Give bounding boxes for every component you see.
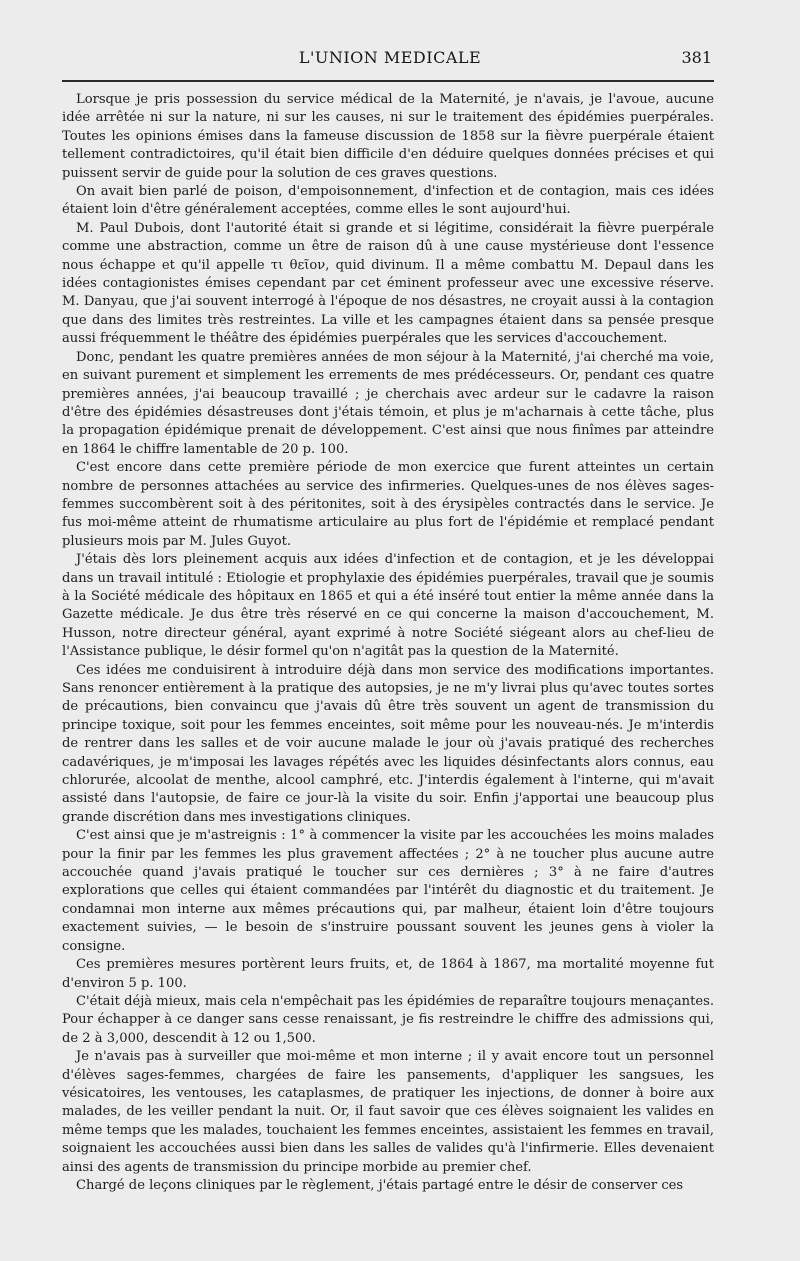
running-head xyxy=(60,48,720,74)
paragraph: M. Paul Dubois, dont l'autorité était si grande et si légitime, considérait la fièvre puerpérale comme une abstraction, comme un être de raison dû à une cause mystérieuse dont l'essence nous échappe et qu'il appelle τι θεῖον, quid divinum. Il a même combattu M. Depaul dans les idées contagionistes émises cependant par cet éminent professeur avec une excessive réserve. M. Danyau, que j'ai souvent interrogé à l'époque de nos désastres, ne croyait aussi à la contagion que dans des limites très restreintes. La ville et les campagnes étaient dans sa pensée presque aussi fréquemment le théâtre des épidémies puerpérales que les services d'accouchement. xyxy=(62,220,714,347)
paragraph: J'étais dès lors pleinement acquis aux idées d'infection et de contagion, et je les développai dans un travail intitulé : Etiologie et prophylaxie des épidémies puerpérales, travail que je soumis à la Société médicale des hôpitaux en 1865 et qui a été inséré tout entier la même année dans la Gazette médicale. Je dus être très réservé en ce qui concerne la maison d'accouchement, M. Husson, notre directeur général, ayant exprimé à notre Société siégeant alors au chef-lieu de l'Assistance publique, le désir formel qu'on n'agitât pas la question de la Maternité. xyxy=(62,552,714,660)
paragraph: Donc, pendant les quatre premières années de mon séjour à la Maternité, j'ai cherché ma voie, en suivant purement et simplement les errements de mes prédécesseurs. Or, pendant ces quatre premières années, j'ai beaucoup travaillé ; je cherchais avec ardeur sur le cadavre la raison d'être des épidémies désastreuses dont j'étais témoin, et plus je m'acharnais à cette tâche, plus la propagation épidémique prenait de développement. C'est ainsi que nous finîmes par atteindre en 1864 le chiffre lamentable de 20 p. 100. xyxy=(62,349,714,457)
header-rule xyxy=(62,80,714,82)
article-body xyxy=(62,91,714,1195)
paragraph: Ces premières mesures portèrent leurs fruits, et, de 1864 à 1867, ma mortalité moyenne fut d'environ 5 p. 100. xyxy=(62,957,714,991)
paragraph: Je n'avais pas à surveiller que moi-même et mon interne ; il y avait encore tout un personnel d'élèves sages-femmes, chargées de faire les pansements, d'appliquer les sangsues, les vésicatoires, les ventouses, les cataplasmes, de pratiquer les injections, de donner à boire aux malades, de les veiller pendant la nuit. Or, il faut savoir que ces élèves soignaient les valides en même temps que les malades, touchaient les femmes enceintes, assistaient les femmes en travail, soignaient les accouchées aussi bien dans les salles de valides qu'à l'infirmerie. Elles devenaient ainsi des agents de transmission du principe morbide au premier chef. xyxy=(62,1049,714,1175)
paragraph: C'était déjà mieux, mais cela n'empêchait pas les épidémies de reparaître toujours menaçantes. Pour échapper à ce danger sans cesse renaissant, je fis restreindre le chiffre des admissions qui, de 2 à 3,000, descendit à 12 ou 1,500. xyxy=(62,993,714,1046)
paragraph: Chargé de leçons cliniques par le règlement, j'étais partagé entre le désir de conserver ces xyxy=(76,1177,684,1193)
paragraph: Ces idées me conduisirent à introduire déjà dans mon service des modifications importantes. Sans renoncer entièrement à la pratique des autopsies, je ne m'y livrai plus qu'avec toutes sortes de précautions, bien convaincu que j'avais dû être très souvent un agent de transmission du principe toxique, soit pour les femmes enceintes, soit même pour les nouveau-nés. Je m'interdis de rentrer dans les salles et de voir aucune malade le jour où j'avais pratiqué des recherches cadavériques, je m'imposai les lavages répétés avec les liquides désinfectants alors connus, eau chlorurée, alcoolat de menthe, alcool camphré, etc. J'interdis également à l'interne, qui m'avait assisté dans l'autopsie, de faire ce jour-là la visite du soir. Enfin j'apportai une beaucoup plus grande discrétion dans mes investigations cliniques. xyxy=(62,662,714,825)
paragraph: On avait bien parlé de poison, d'empoisonnement, d'infection et de contagion, mais ces idées étaient loin d'être généralement acceptées, comme elles le sont aujourd'hui. xyxy=(62,184,714,218)
paragraph: C'est encore dans cette première période de mon exercice que furent atteintes un certain nombre de personnes attachées au service des infirmeries. Quelques-unes de nos élèves sages-femmes succombèrent soit à des péritonites, soit à des érysipèles contractés dans le service. Je fus moi-même atteint de rhumatisme articulaire au plus fort de l'épidémie et remplacé pendant plusieurs mois par M. Jules Guyot. xyxy=(62,460,714,549)
journal-title: L'UNION MEDICALE xyxy=(298,48,482,67)
page-number: 381 xyxy=(681,48,712,67)
paragraph: Lorsque je pris possession du service médical de la Maternité, je n'avais, je l'avoue, aucune idée arrêtée ni sur la nature, ni sur les causes, ni sur le traitement des épidémies puerpérales. Toutes les opinions émises dans la fameuse discussion de 1858 sur la fièvre puerpérale étaient tellement contradictoires, qu'il était bien difficile d'en déduire quelques données précises et qui puissent servir de guide pour la solution de ces graves questions. xyxy=(62,92,714,181)
paragraph: C'est ainsi que je m'astreignis : 1° à commencer la visite par les accouchées les moins malades pour la finir par les femmes les plus gravement affectées ; 2° à ne toucher plus aucune autre accouchée quand j'avais pratiqué le toucher sur ces dernières ; 3° à ne faire d'autres explorations que celles qui étaient commandées par l'intérêt du diagnostic et du traitement. Je condamnai mon interne aux mêmes précautions qui, par malheur, étaient loin d'être toujours exactement suivies, — le besoin de s'instruire poussant souvent les jeunes gens à violer la consigne. xyxy=(62,828,714,954)
